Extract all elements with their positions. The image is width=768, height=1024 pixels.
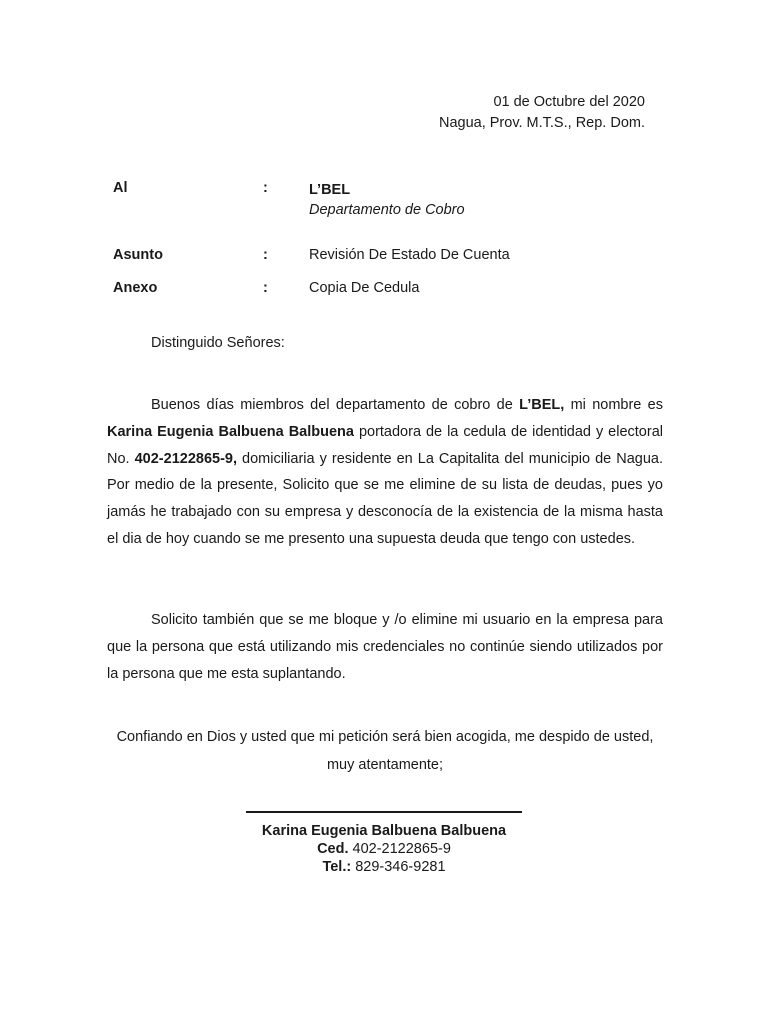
field-subject [113, 247, 658, 267]
body-paragraph-1 [107, 392, 663, 553]
field-subject-value: Revisión De Estado De Cuenta [309, 247, 510, 263]
recipient-department: Departamento de Cobro [309, 202, 465, 218]
signature-block [0, 804, 768, 876]
p1-company-name: L’BEL, [519, 397, 565, 413]
field-attachment-colon: : [263, 280, 268, 296]
p1-id-number: 402-2122865-9, [134, 450, 238, 467]
field-subject-colon: : [263, 247, 268, 263]
signature-phone-value: 829-346-9281 [355, 859, 446, 875]
signature-id [0, 840, 768, 858]
field-to [113, 180, 658, 218]
letter-date: 01 de Octubre del 2020 [493, 94, 645, 110]
p1-text-2: mi nombre es [564, 397, 663, 413]
field-to-value [309, 180, 465, 220]
signature-name: Karina Eugenia Balbuena Balbuena [261, 823, 507, 839]
signature-id-value: 402-2122865-9 [352, 841, 451, 857]
p1-text-4: domiciliaria y residente en La Capitalita del municipio de Nagua. Por medio de la presente, Solicito que se me elimine de su lista de deudas, pues yo jamás he trabajado con su empresa y desconocía de la existencia de la misma hasta el dia de hoy cuando se me presento una supuesta deuda que tengo con ustedes. [107, 450, 663, 547]
recipient-name: L’BEL [309, 182, 351, 198]
p2-text: Solicito también que se me bloque y /o elimine mi usuario en la empresa para que la persona que está utilizando mis credenciales no continúe siendo utilizados por la persona que me esta suplantando. [107, 612, 663, 682]
letter-location: Nagua, Prov. M.T.S., Rep. Dom. [438, 115, 645, 131]
field-attachment-label: Anexo [113, 280, 158, 296]
field-to-colon: : [263, 180, 268, 196]
signature-id-label: Ced. [317, 841, 349, 857]
field-attachment-value: Copia De Cedula [309, 280, 420, 296]
signature-line [246, 811, 522, 813]
field-attachment [113, 280, 658, 300]
closing-paragraph: Confiando en Dios y usted que mi petición será bien acogida, me despido de usted, muy atentamente; [116, 729, 654, 773]
p1-text-3: portadora de la cedula de identidad y electoral No. [107, 423, 663, 467]
salutation: Distinguido Señores: [151, 335, 285, 351]
letter-header [439, 92, 645, 134]
p1-person-name: Karina Eugenia Balbuena Balbuena [107, 423, 354, 440]
signature-phone [0, 858, 768, 876]
signature-phone-label: Tel.: [322, 859, 352, 875]
body-paragraph-2 [107, 607, 663, 687]
field-to-label: Al [113, 180, 128, 196]
field-subject-label: Asunto [113, 247, 163, 263]
p1-text-1: Buenos días miembros del departamento de cobro de [151, 397, 520, 413]
